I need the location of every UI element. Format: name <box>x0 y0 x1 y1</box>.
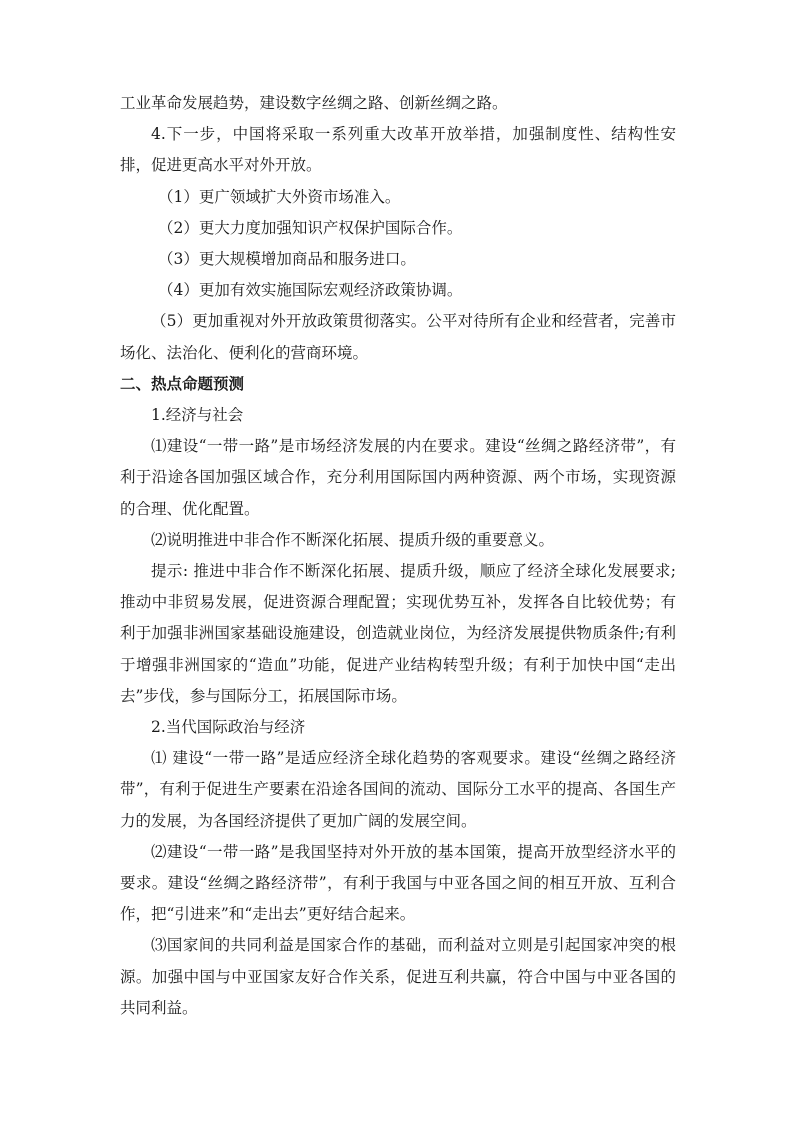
paragraph-hint: 提示: 推进中非合作不断深化拓展、提质升级，顺应了经济全球化发展要求;推动中非贸易发展，促进资源合理配置；实现优势互补，发挥各自比较优势；有利于加强非洲国家基础设施建设，创造就业岗位，为经济发展提供物质条件;有利于增强非洲国家的“造血”功能，促进产业结构转型升级；有利于加快中国“走出去”步伐，参与国际分工，拓展国际市场。 <box>120 562 676 705</box>
paragraph-2-2: ⑵建设“一带一路”是我国坚持对外开放的基本国策，提高开放型经济水平的要求。建设“丝绸之路经济带”，有利于我国与中亚各国之间的相互开放、互利合作，把“引进来”和“走出去”更好结合起来。 <box>120 842 676 924</box>
paragraph-point-4: 4.下一步，中国将采取一系列重大改革开放举措，加强制度性、结构性安排，促进更高水平对外开放。 <box>120 125 676 175</box>
paragraph-1-1: ⑴建设“一带一路”是市场经济发展的内在要求。建设“丝绸之路经济带”，有利于沿途各国加强区域合作，充分利用国际国内两种资源、两个市场，实现资源的合理、优化配置。 <box>120 437 676 518</box>
list-item-4: （4）更加有效实施国际宏观经济政策协调。 <box>158 281 463 300</box>
paragraph-2-1: ⑴ 建设“一带一路”是适应经济全球化趋势的客观要求。建设“丝绸之路经济带”，有利于促进生产要素在沿途各国间的流动、国际分工水平的提高、各国生产力的发展，为各国经济提供了更加广阔的发展空间。 <box>120 749 676 830</box>
list-item-5: （5）更加重视对外开放政策贯彻落实。公平对待所有企业和经营者，完善市场化、法治化、便利化的营商环境。 <box>120 312 676 362</box>
list-item-2: （2）更大力度加强知识产权保护国际合作。 <box>158 218 463 237</box>
paragraph-continuation: 工业革命发展趋势，建设数字丝绸之路、创新丝绸之路。 <box>120 94 508 112</box>
subsection-title-1: 1.经济与社会 <box>151 406 244 425</box>
paragraph-2-3: ⑶国家间的共同利益是国家合作的基础，而利益对立则是引起国家冲突的根源。加强中国与中亚国家友好合作关系，促进互利共赢，符合中国与中亚各国的共同利益。 <box>120 936 676 1017</box>
document-page <box>120 88 676 1024</box>
section-heading: 二、热点命题预测 <box>120 374 245 393</box>
list-item-3: （3）更大规模增加商品和服务进口。 <box>158 250 416 269</box>
list-item-1: （1）更广领域扩大外资市场准入。 <box>158 187 401 206</box>
subsection-title-2: 2.当代国际政治与经济 <box>151 718 306 737</box>
paragraph-1-2: ⑵说明推进中非合作不断深化拓展、提质升级的重要意义。 <box>151 530 555 549</box>
